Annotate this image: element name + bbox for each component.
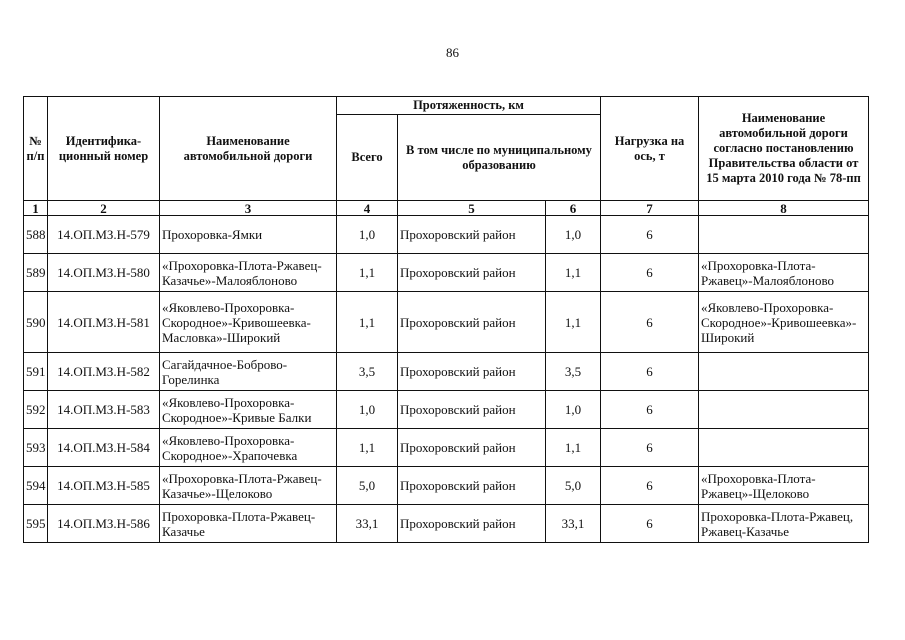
road-name: «Прохоровка-Плота-Ржавец-Казачье»-Малояблоново xyxy=(160,254,337,292)
roads-table xyxy=(23,96,869,543)
decree-name: «Яковлево-Прохоровка-Скородное»-Кривошеевка»-Широкий xyxy=(699,292,869,353)
axle-load: 6 xyxy=(601,429,699,467)
road-id: 14.ОП.МЗ.Н-585 xyxy=(48,467,160,505)
road-id: 14.ОП.МЗ.Н-584 xyxy=(48,429,160,467)
road-id: 14.ОП.МЗ.Н-581 xyxy=(48,292,160,353)
length-total: 33,1 xyxy=(337,505,398,543)
road-id: 14.ОП.МЗ.Н-586 xyxy=(48,505,160,543)
decree-name: «Прохоровка-Плота-Ржавец»-Щелоково xyxy=(699,467,869,505)
table-row xyxy=(24,254,869,292)
axle-load: 6 xyxy=(601,391,699,429)
district: Прохоровский район xyxy=(398,391,546,429)
decree-name xyxy=(699,216,869,254)
header-name: Наименование автомобильной дороги xyxy=(160,97,337,201)
column-number: 2 xyxy=(48,201,160,216)
header-id: Идентифика-ционный номер xyxy=(48,97,160,201)
axle-load: 6 xyxy=(601,216,699,254)
table-row xyxy=(24,505,869,543)
road-id: 14.ОП.МЗ.Н-583 xyxy=(48,391,160,429)
column-numbers-row xyxy=(24,201,869,216)
length-district: 1,1 xyxy=(546,292,601,353)
table-row xyxy=(24,391,869,429)
column-number: 7 xyxy=(601,201,699,216)
table-row xyxy=(24,429,869,467)
row-number: 589 xyxy=(24,254,48,292)
row-number: 592 xyxy=(24,391,48,429)
header-decree: Наименование автомобильной дороги согласно постановлению Правительства области от 15 марта 2010 года № 78-пп xyxy=(699,97,869,201)
axle-load: 6 xyxy=(601,353,699,391)
column-number: 6 xyxy=(546,201,601,216)
header-row-top xyxy=(24,97,869,115)
road-id: 14.ОП.МЗ.Н-582 xyxy=(48,353,160,391)
column-number: 5 xyxy=(398,201,546,216)
length-district: 1,0 xyxy=(546,391,601,429)
road-name: «Яковлево-Прохоровка-Скородное»-Кривошеевка-Масловка»-Широкий xyxy=(160,292,337,353)
axle-load: 6 xyxy=(601,467,699,505)
district: Прохоровский район xyxy=(398,467,546,505)
road-id: 14.ОП.МЗ.Н-580 xyxy=(48,254,160,292)
length-district: 3,5 xyxy=(546,353,601,391)
road-name: «Яковлево-Прохоровка-Скородное»-Кривые Балки xyxy=(160,391,337,429)
length-district: 5,0 xyxy=(546,467,601,505)
row-number: 588 xyxy=(24,216,48,254)
district: Прохоровский район xyxy=(398,292,546,353)
row-number: 590 xyxy=(24,292,48,353)
table-row xyxy=(24,216,869,254)
length-total: 1,1 xyxy=(337,429,398,467)
length-district: 1,1 xyxy=(546,254,601,292)
road-name: Сагайдачное-Боброво-Горелинка xyxy=(160,353,337,391)
decree-name: «Прохоровка-Плота-Ржавец»-Малояблоново xyxy=(699,254,869,292)
table-row xyxy=(24,292,869,353)
road-name: Прохоровка-Ямки xyxy=(160,216,337,254)
row-number: 594 xyxy=(24,467,48,505)
road-name: «Яковлево-Прохоровка-Скородное»-Храпочевка xyxy=(160,429,337,467)
decree-name: Прохоровка-Плота-Ржавец, Ржавец-Казачье xyxy=(699,505,869,543)
column-number: 8 xyxy=(699,201,869,216)
length-total: 3,5 xyxy=(337,353,398,391)
row-number: 591 xyxy=(24,353,48,391)
district: Прохоровский район xyxy=(398,353,546,391)
district: Прохоровский район xyxy=(398,216,546,254)
header-num: № п/п xyxy=(24,97,48,201)
length-total: 1,1 xyxy=(337,254,398,292)
page-number: 86 xyxy=(446,45,459,60)
decree-name xyxy=(699,391,869,429)
column-number: 1 xyxy=(24,201,48,216)
length-district: 33,1 xyxy=(546,505,601,543)
header-length: Протяженность, км xyxy=(337,97,601,115)
table-row xyxy=(24,353,869,391)
length-total: 1,0 xyxy=(337,391,398,429)
decree-name xyxy=(699,429,869,467)
district: Прохоровский район xyxy=(398,429,546,467)
length-district: 1,1 xyxy=(546,429,601,467)
length-district: 1,0 xyxy=(546,216,601,254)
axle-load: 6 xyxy=(601,254,699,292)
decree-name xyxy=(699,353,869,391)
header-municipal: В том числе по муниципальному образованию xyxy=(398,115,601,201)
table-row xyxy=(24,467,869,505)
row-number: 593 xyxy=(24,429,48,467)
axle-load: 6 xyxy=(601,292,699,353)
header-total: Всего xyxy=(337,115,398,201)
length-total: 5,0 xyxy=(337,467,398,505)
axle-load: 6 xyxy=(601,505,699,543)
road-name: Прохоровка-Плота-Ржавец-Казачье xyxy=(160,505,337,543)
road-id: 14.ОП.МЗ.Н-579 xyxy=(48,216,160,254)
row-number: 595 xyxy=(24,505,48,543)
length-total: 1,0 xyxy=(337,216,398,254)
column-number: 3 xyxy=(160,201,337,216)
column-number: 4 xyxy=(337,201,398,216)
header-load: Нагрузка на ось, т xyxy=(601,97,699,201)
district: Прохоровский район xyxy=(398,505,546,543)
district: Прохоровский район xyxy=(398,254,546,292)
length-total: 1,1 xyxy=(337,292,398,353)
road-name: «Прохоровка-Плота-Ржавец-Казачье»-Щелоково xyxy=(160,467,337,505)
